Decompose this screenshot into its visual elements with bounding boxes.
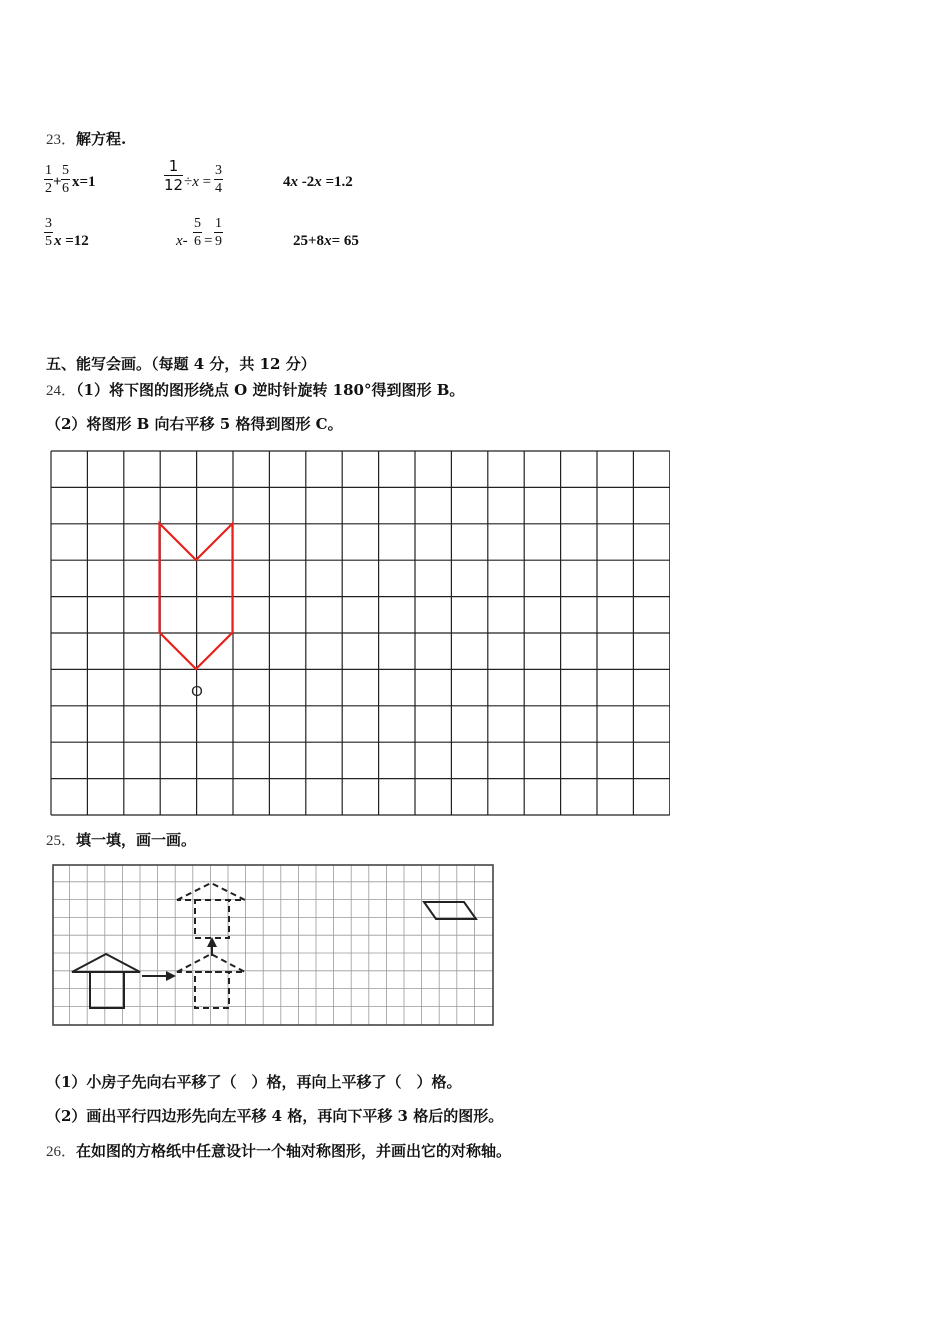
rotation-grid: [50, 450, 670, 816]
section-heading: 五、能写会画。（每题 4 分，共 12 分）: [46, 355, 316, 373]
fraction: 3 5: [45, 216, 52, 249]
fraction: 5 6: [62, 163, 69, 196]
right-arrow-icon: [142, 971, 176, 981]
q24-line1: [46, 379, 464, 400]
q25-sub2: （2）画出平行四边形先向左平移 4 格，再向下平移 3 格后的图形。: [46, 1107, 504, 1125]
variable-x: x: [192, 174, 199, 190]
fraction: 1 12: [164, 157, 184, 194]
fraction: 1 2: [45, 163, 52, 196]
fraction: 3 4: [215, 163, 222, 196]
q26-line: [46, 1140, 511, 1161]
small-house: [72, 954, 140, 1008]
question-number: 26．: [46, 1144, 77, 1160]
q24-line2: （2）将图形 B 向右平移 5 格得到图形 C。: [46, 415, 343, 433]
fraction: 1 9: [215, 216, 222, 249]
question-title: 填一填，画一画。: [76, 831, 197, 849]
question-number: 25．: [46, 833, 77, 849]
translation-grid: [52, 864, 496, 1028]
divide-sign: ÷: [184, 174, 193, 190]
equation-3: 4x -2x =1.2: [283, 174, 353, 190]
q23-heading: [46, 128, 126, 149]
equals-sign: =: [198, 174, 212, 190]
question-number: 23．: [46, 132, 77, 148]
q25-sub1: （1）小房子先向右平移了（ ）格，再向上平移了（ ）格。: [46, 1073, 462, 1091]
equation-6: 25+8x= 65: [293, 233, 359, 249]
question-text: 在如图的方格纸中任意设计一个轴对称图形，并画出它的对称轴。: [76, 1142, 512, 1160]
equation-rest: x=1: [72, 174, 96, 190]
fraction: 5 6: [194, 216, 201, 249]
q25-heading: [46, 829, 196, 850]
question-title: 解方程.: [76, 130, 127, 148]
dashed-house-right: [177, 954, 245, 1008]
question-number: 24．: [46, 383, 77, 399]
dashed-house-up: [177, 883, 245, 938]
question-text: （1）将下图的图形绕点 O 逆时针旋转 180°得到图形 B。: [76, 381, 465, 399]
point-o-label: O: [191, 683, 203, 700]
plus-sign: +: [53, 174, 62, 190]
parallelogram: [424, 902, 476, 919]
